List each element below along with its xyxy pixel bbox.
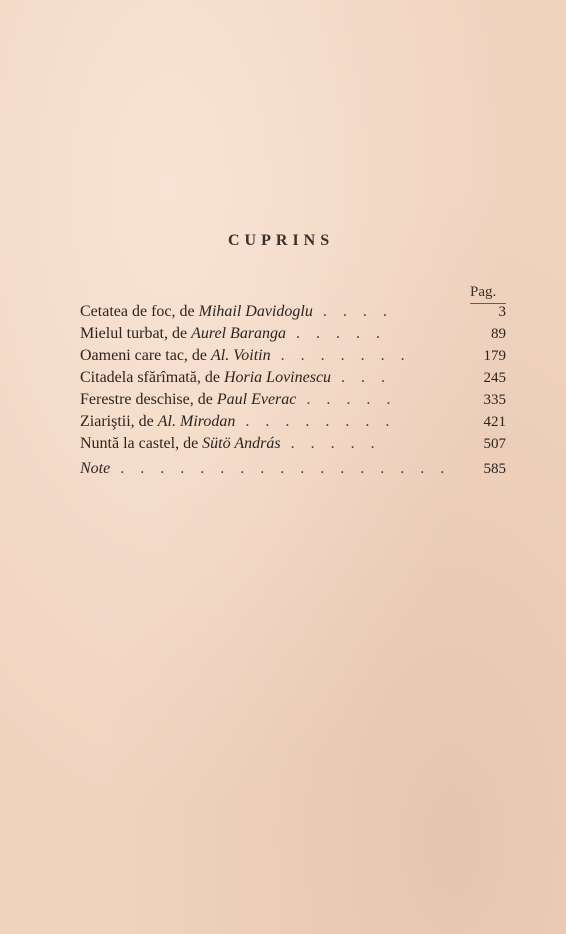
toc-entry — [80, 389, 506, 411]
toc-page-number: 507 — [483, 436, 506, 452]
toc-entry-text — [80, 389, 396, 411]
toc-leader-dots: . . . . . — [296, 325, 387, 342]
page-title: CUPRINS — [228, 232, 335, 249]
toc-entry-title: Ziariştii, de — [80, 413, 154, 430]
toc-entry-author: Aurel Baranga — [191, 325, 287, 342]
toc-entry-text — [80, 345, 411, 367]
toc-entry — [80, 433, 506, 455]
toc-entry-author: Mihail Davidoglu — [198, 303, 313, 320]
toc-leader-dots: . . . . . . . . . . . . . . . . . — [120, 460, 451, 477]
toc-page-number: 89 — [491, 326, 506, 342]
toc-page-number: 335 — [483, 392, 506, 408]
toc-entry-text — [80, 301, 393, 323]
table-of-contents — [80, 301, 506, 480]
toc-entry — [80, 301, 506, 323]
toc-entry-title: Nuntă la castel, de — [80, 435, 199, 452]
toc-entry-text — [80, 458, 450, 480]
page-column-label: Pag. — [470, 284, 497, 300]
toc-entry-title: Cetatea de foc, de — [80, 303, 195, 320]
toc-page-number: 585 — [483, 461, 506, 477]
toc-leader-dots: . . . . . . . — [280, 347, 411, 364]
toc-entry — [80, 345, 506, 367]
toc-entry-author: Sütö András — [202, 435, 281, 452]
toc-page-number: 245 — [483, 370, 506, 386]
toc-entry-title: Citadela sfărîmată, de — [80, 369, 220, 386]
toc-leader-dots: . . . . . . . . — [245, 413, 396, 430]
toc-page-number: 421 — [483, 414, 506, 430]
toc-entry — [80, 367, 506, 389]
toc-entry-text — [80, 367, 391, 389]
toc-leader-dots: . . . . — [322, 303, 393, 320]
toc-leader-dots: . . . . . — [306, 391, 397, 408]
toc-entry — [80, 411, 506, 433]
toc-page-number: 3 — [498, 304, 506, 320]
toc-entry-title: Ferestre deschise, de — [80, 391, 213, 408]
toc-entry-title: Oameni care tac, de — [80, 347, 208, 364]
toc-entry-text — [80, 433, 381, 455]
toc-leader-dots: . . . — [341, 369, 392, 386]
toc-entry — [80, 323, 506, 345]
toc-entry-title: Mielul turbat, de — [80, 325, 188, 342]
toc-entry-text — [80, 323, 386, 345]
toc-entry-title: Note — [80, 460, 111, 477]
toc-entry-author: Al. Mirodan — [157, 413, 236, 430]
toc-entry-author: Al. Voitin — [211, 347, 271, 364]
toc-entry-text — [80, 411, 395, 433]
toc-entry-author: Horia Lovinescu — [223, 369, 332, 386]
toc-entry-notes — [80, 458, 506, 480]
toc-leader-dots: . . . . . — [290, 435, 381, 452]
toc-entry-author: Paul Everac — [216, 391, 297, 408]
toc-page-number: 179 — [483, 348, 506, 364]
